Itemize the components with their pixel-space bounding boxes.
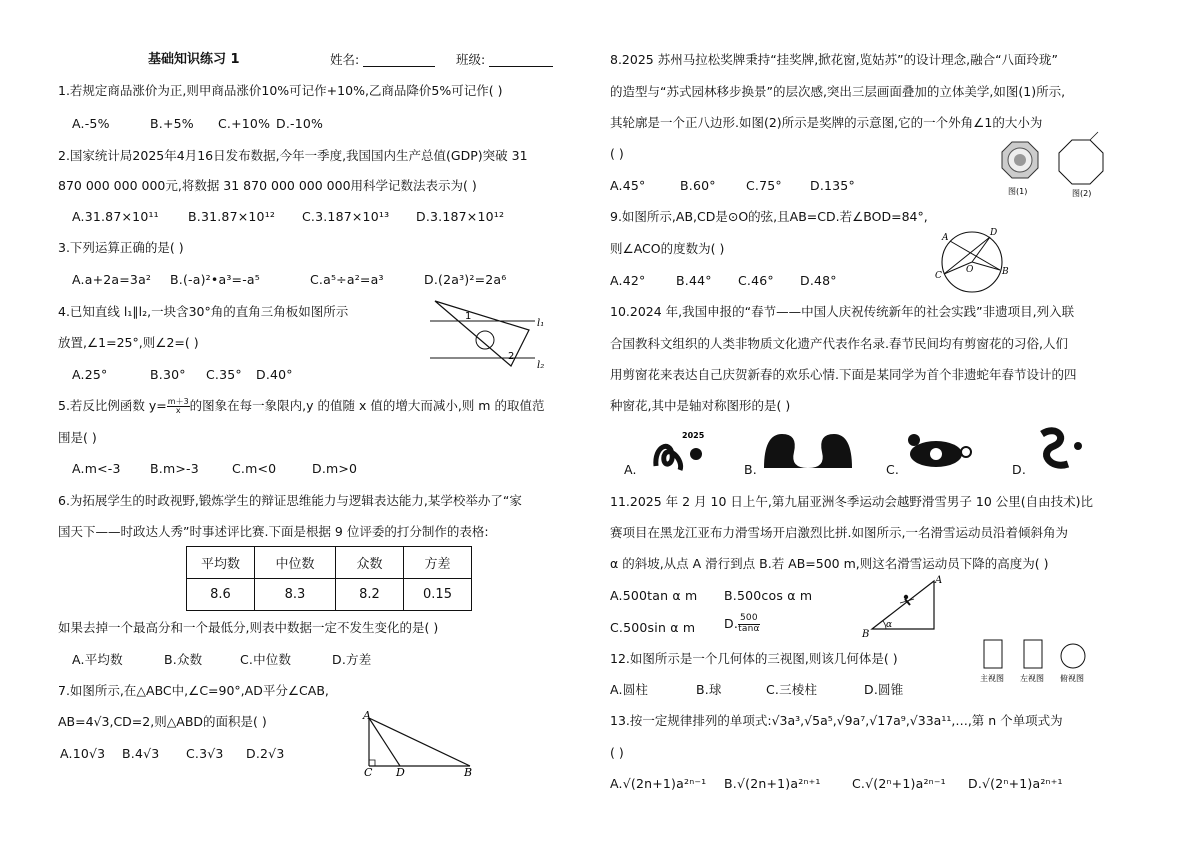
class-field[interactable] — [456, 52, 553, 67]
q6-score-table — [186, 546, 472, 611]
q4-label-l2: l₂ — [537, 360, 545, 371]
q11-label-a: A — [935, 575, 943, 586]
q4-option-a[interactable]: A.25° — [72, 367, 108, 382]
q13-option-c[interactable]: C.√(2ⁿ+1)a²ⁿ⁻¹ — [852, 776, 946, 791]
q3-option-a[interactable]: A.a+2a=3a² — [72, 272, 152, 287]
q12-view-label-side: 左视图 — [1020, 674, 1044, 683]
q10-a-year-text: 2025 — [682, 431, 705, 440]
q8-stem-line1: 8.2025 苏州马拉松奖牌秉持“挂奖牌,掀花窗,览姑苏”的设计理念,融合“八面玲珑” — [610, 52, 1059, 67]
q11-option-b[interactable]: B.500cos α m — [724, 588, 813, 603]
q2-option-c[interactable]: C.3.187×10¹³ — [302, 209, 390, 224]
skier-icon — [900, 595, 914, 605]
q2-option-b[interactable]: B.31.87×10¹² — [188, 209, 276, 224]
q6-option-d[interactable]: D.方差 — [332, 652, 372, 667]
q12-option-c[interactable]: C.三棱柱 — [766, 682, 818, 697]
q5-option-d[interactable]: D.m>0 — [312, 461, 358, 476]
q12-option-b[interactable]: B.球 — [696, 682, 722, 697]
q7-label-d: D — [396, 766, 405, 779]
q9-option-c[interactable]: C.46° — [738, 273, 774, 288]
name-label: 姓名: — [330, 52, 360, 67]
q11-stem-line2: 赛项目在黑龙江亚布力滑雪场开启激烈比拼.如图所示,一名滑雪运动员沿着倾斜角为 — [610, 525, 1068, 540]
q7-label-a: A — [363, 709, 371, 722]
side-view-rect — [1024, 640, 1042, 668]
q6-option-c[interactable]: C.中位数 — [240, 652, 292, 667]
table-cell: 0.15 — [404, 579, 472, 611]
q7-option-b[interactable]: B.4√3 — [122, 746, 160, 761]
q4-option-b[interactable]: B.30° — [150, 367, 186, 382]
q11-label-b: B — [862, 629, 870, 640]
q1-option-d[interactable]: D.-10% — [276, 116, 324, 131]
q8-option-a[interactable]: A.45° — [610, 178, 646, 193]
q13-option-b[interactable]: B.√(2n+1)a²ⁿ⁺¹ — [724, 776, 821, 791]
q4-stem-line2: 放置,∠1=25°,则∠2=( ) — [58, 335, 199, 350]
q3-option-b[interactable]: B.(-a)²•a³=-a⁵ — [170, 272, 260, 287]
q4-figure-parallel-lines-triangle — [425, 296, 555, 376]
q5-stem-line1 — [58, 398, 544, 415]
q8-option-d[interactable]: D.135° — [810, 178, 855, 193]
q6-stem-line3: 如果去掉一个最高分和一个最低分,则表中数据一定不发生变化的是( ) — [58, 620, 439, 635]
q11-option-d-num: 500 — [740, 613, 758, 623]
q11-option-d-letter: D. — [724, 615, 738, 631]
q8-caption-1: 图(1) — [1008, 187, 1028, 196]
q9-label-b: B — [1002, 267, 1009, 277]
q11-option-a[interactable]: A.500tan α m — [610, 588, 698, 603]
q9-label-o: O — [966, 265, 974, 275]
q11-option-d-fraction — [738, 614, 760, 635]
q10-option-c[interactable]: C. — [886, 462, 900, 477]
q7-label-c: C — [364, 766, 373, 779]
table-header-cell: 众数 — [336, 547, 404, 579]
q9-stem-line1: 9.如图所示,AB,CD是⊙O的弦,且AB=CD.若∠BOD=84°, — [610, 209, 928, 224]
q9-option-d[interactable]: D.48° — [800, 273, 837, 288]
q4-label-angle2: 2 — [508, 351, 515, 362]
table-row — [187, 579, 472, 611]
q11-option-d-den: tanα — [738, 623, 760, 634]
q13-stem-line2: ( ) — [610, 745, 624, 760]
q6-option-b[interactable]: B.众数 — [164, 652, 203, 667]
paper-cut-snake-c-icon — [900, 430, 976, 470]
q5-option-c[interactable]: C.m<0 — [232, 461, 277, 476]
q7-label-b: B — [464, 766, 473, 779]
q4-stem-line1: 4.已知直线 l₁∥l₂,一块含30°角的直角三角板如图所示 — [58, 304, 349, 319]
table-cell: 8.3 — [255, 579, 336, 611]
q9-option-a[interactable]: A.42° — [610, 273, 646, 288]
worksheet-title: 基础知识练习 1 — [148, 52, 240, 67]
q2-stem-line2: 870 000 000 000元,将数据 31 870 000 000 000用科学记数法表示为( ) — [58, 178, 477, 193]
table-cell: 8.2 — [336, 579, 404, 611]
q3-stem: 3.下列运算正确的是( ) — [58, 240, 184, 255]
paper-cut-snake-d-icon — [1028, 426, 1086, 472]
name-field[interactable] — [330, 52, 435, 67]
q11-figure-slope — [858, 575, 948, 639]
q6-stem-line2: 国天下——时政达人秀”时事述评比赛.下面是根据 9 位评委的打分制作的表格: — [58, 524, 489, 539]
q11-stem-line3: α 的斜坡,从点 A 滑行到点 B.若 AB=500 m,则这名滑雪运动员下降的高度为( ) — [610, 556, 1049, 571]
q10-stem-line1: 10.2024 年,我国申报的“春节——中国人庆祝传统新年的社会实践”非遗项目,列入联 — [610, 304, 1075, 319]
q5-fraction — [167, 398, 190, 415]
q8-stem-line3: 其轮廓是一个正八边形.如图(2)所示是奖牌的示意图,它的一个外角∠1的大小为 — [610, 115, 1043, 130]
q2-option-a[interactable]: A.31.87×10¹¹ — [72, 209, 159, 224]
q8-figure-octagons — [1000, 138, 1120, 200]
q11-stem-line1: 11.2025 年 2 月 10 日上午,第九届亚洲冬季运动会越野滑雪男子 10 公里(自由技术)比 — [610, 494, 1093, 509]
q3-option-d[interactable]: D.(2a³)²=2a⁶ — [424, 272, 507, 287]
q9-label-a: A — [942, 233, 949, 243]
q8-option-c[interactable]: C.75° — [746, 178, 782, 193]
q5-stem-line2: 围是( ) — [58, 430, 97, 445]
q12-view-label-top: 俯视图 — [1060, 674, 1084, 683]
q4-label-l1: l₁ — [537, 318, 545, 329]
name-blank[interactable] — [363, 66, 435, 67]
q1-option-a[interactable]: A.-5% — [72, 116, 110, 131]
q7-option-c[interactable]: C.3√3 — [186, 746, 224, 761]
q1-option-b[interactable]: B.+5% — [150, 116, 194, 131]
top-view-circle — [1061, 644, 1085, 668]
q11-label-alpha: α — [886, 620, 893, 630]
q1-option-c[interactable]: C.+10% — [218, 116, 271, 131]
q10-option-a[interactable]: A. — [624, 462, 637, 477]
q2-stem-line1: 2.国家统计局2025年4月16日发布数据,今年一季度,我国国内生产总值(GDP)突破 31 — [58, 148, 528, 163]
medal-image — [1002, 142, 1038, 178]
q8-option-b[interactable]: B.60° — [680, 178, 716, 193]
q7-stem-line2: AB=4√3,CD=2,则△ABD的面积是( ) — [58, 714, 267, 729]
q8-stem-line2: 的造型与“苏式园林移步换景”的层次感,突出三层画面叠加的立体美学,如图(1)所示, — [610, 84, 1066, 99]
q8-caption-2: 图(2) — [1072, 189, 1092, 198]
q9-label-c: C — [935, 271, 942, 281]
q9-figure-circle — [932, 228, 1022, 294]
class-label: 班级: — [456, 52, 486, 67]
q5-frac-den: x — [175, 406, 181, 415]
q5-stem-suffix: 的图象在每一象限内,y 的值随 x 值的增大而减小,则 m 的取值范 — [189, 398, 545, 413]
q5-option-a[interactable]: A.m<-3 — [72, 461, 121, 476]
q10-stem-line4: 种窗花,其中是轴对称图形的是( ) — [610, 398, 791, 413]
table-cell: 8.6 — [187, 579, 255, 611]
q9-label-d: D — [990, 228, 998, 238]
q12-stem: 12.如图所示是一个几何体的三视图,则该几何体是( ) — [610, 651, 898, 666]
q4-option-c[interactable]: C.35° — [206, 367, 242, 382]
table-header-row — [187, 547, 472, 579]
q9-stem-line2: 则∠ACO的度数为( ) — [610, 241, 725, 256]
q12-view-label-front: 主视图 — [980, 674, 1004, 683]
q12-figure-three-views — [976, 638, 1092, 686]
paper-cut-snake-b-icon — [760, 428, 856, 470]
q5-stem-prefix: 5.若反比例函数 y= — [58, 398, 167, 413]
q3-option-c[interactable]: C.a⁵÷a²=a³ — [310, 272, 384, 287]
q8-stem-line4: ( ) — [610, 146, 624, 161]
q6-stem-line1: 6.为拓展学生的时政视野,锻炼学生的辩证思维能力与逻辑表达能力,某学校举办了“家 — [58, 493, 522, 508]
table-header-cell: 中位数 — [255, 547, 336, 579]
q5-option-b[interactable]: B.m>-3 — [150, 461, 199, 476]
q13-stem: 13.按一定规律排列的单项式:√3a³,√5a⁵,√9a⁷,√17a⁹,√33a¹¹,…,第 n 个单项式为 — [610, 713, 1063, 728]
q13-option-a[interactable]: A.√(2n+1)a²ⁿ⁻¹ — [610, 776, 707, 791]
q6-option-a[interactable]: A.平均数 — [72, 652, 123, 667]
q12-option-d[interactable]: D.圆锥 — [864, 682, 904, 697]
class-blank[interactable] — [489, 66, 553, 67]
q10-option-d[interactable]: D. — [1012, 462, 1026, 477]
paper-cut-snake-a-icon — [650, 426, 710, 472]
q11-option-d[interactable] — [724, 614, 760, 635]
front-view-rect — [984, 640, 1002, 668]
q10-option-b[interactable]: B. — [744, 462, 757, 477]
q7-stem-line1: 7.如图所示,在△ABC中,∠C=90°,AD平分∠CAB, — [58, 683, 329, 698]
q11-option-c[interactable]: C.500sin α m — [610, 620, 696, 635]
q1-stem: 1.若规定商品涨价为正,则甲商品涨价10%可记作+10%,乙商品降价5%可记作( ) — [58, 83, 503, 98]
q10-stem-line2: 合国教科文组织的人类非物质文化遗产代表作名录.春节民间均有剪窗花的习俗,人们 — [610, 336, 1068, 351]
q2-option-d[interactable]: D.3.187×10¹² — [416, 209, 505, 224]
q12-option-a[interactable]: A.圆柱 — [610, 682, 649, 697]
q10-stem-line3: 用剪窗花来表达自己庆贺新春的欢乐心情.下面是某同学为首个非遗蛇年春节设计的四 — [610, 367, 1077, 382]
q4-label-angle1: 1 — [465, 311, 472, 322]
q9-option-b[interactable]: B.44° — [676, 273, 712, 288]
q7-option-a[interactable]: A.10√3 — [60, 746, 106, 761]
table-header-cell: 平均数 — [187, 547, 255, 579]
q7-option-d[interactable]: D.2√3 — [246, 746, 285, 761]
q13-option-d[interactable]: D.√(2ⁿ+1)a²ⁿ⁺¹ — [968, 776, 1063, 791]
q5-frac-num: m＋3 — [167, 397, 189, 406]
table-header-cell: 方差 — [404, 547, 472, 579]
q4-option-d[interactable]: D.40° — [256, 367, 293, 382]
q7-figure-triangle — [360, 710, 490, 780]
